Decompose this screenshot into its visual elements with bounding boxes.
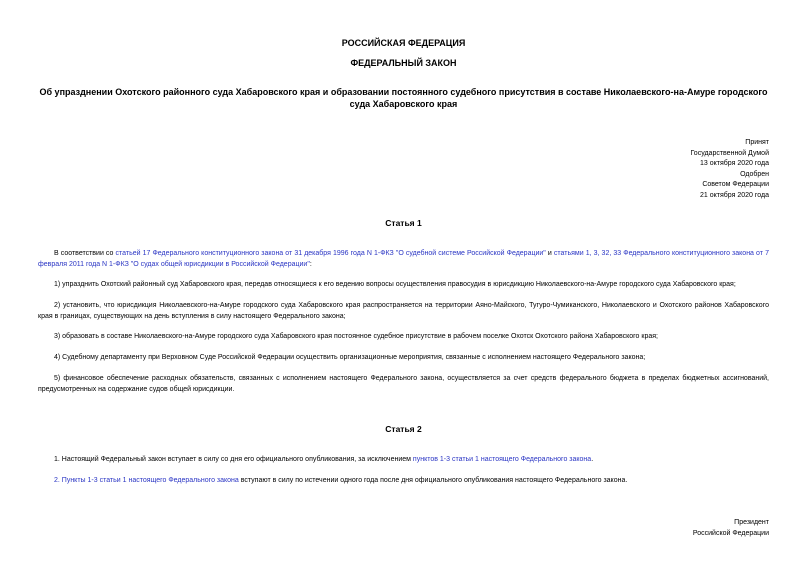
article-1-item-3: 3) образовать в составе Николаевского-на-Амуре городского суда Хабаровского края постоянное судебное присутствие в рабочем поселке Охотск Охотского района Хабаровского края; bbox=[54, 333, 658, 340]
approval-date: 21 октября 2020 года bbox=[700, 191, 769, 199]
article-1-item-4: 4) Судебному департаменту при Верховном Суде Российской Федерации осуществить организационные мероприятия, связанные с исполнением настоящего Федерального закона; bbox=[54, 354, 646, 361]
para-text: . bbox=[591, 456, 594, 463]
law-link-fkz-1996[interactable]: статьей 17 Федерального конституционного закона от 31 декабря 1996 года N 1-ФКЗ "О судебной системе Российской Федерации" bbox=[115, 250, 546, 257]
adoption-block bbox=[690, 138, 769, 202]
law-link-fkz-2011[interactable]: статьями 1, 3, 32, 33 Федерального конституционного закона от 7 февраля 2011 года N 1-ФКЗ "О судах общей юрисдикции в Российской Федерации" bbox=[38, 250, 769, 268]
doc-type-heading: ФЕДЕРАЛЬНЫЙ ЗАКОН bbox=[350, 58, 457, 68]
signature-country: Российской Федерации bbox=[692, 530, 769, 537]
article-2-para-1 bbox=[38, 454, 769, 465]
article-2-heading: Статья 2 bbox=[385, 424, 422, 434]
signature-title: Президент bbox=[734, 519, 769, 526]
adoption-line: Принят bbox=[745, 139, 769, 146]
article-2-para-2 bbox=[38, 475, 769, 486]
para-text: вступают в силу по истечении одного года после дня официального опубликования настоящего Федерального закона. bbox=[238, 477, 628, 484]
article-1-item-2: 2) установить, что юрисдикция Николаевского-на-Амуре городского суда Хабаровского края распространяется на территории Аяно-Майского, Тугуро-Чумиканского, Николаевского и Охотского районов Хабаровского края в границах, существующих на день вступления в силу настоящего Федерального закона; bbox=[38, 302, 769, 320]
intro-text: и bbox=[545, 250, 554, 257]
approval-line: Одобрен bbox=[740, 170, 769, 178]
adoption-date: 13 октября 2020 года bbox=[700, 160, 769, 168]
approval-line: Советом Федерации bbox=[702, 181, 769, 189]
link-article1-points-2[interactable]: 2. Пункты 1-3 статьи 1 настоящего Федерального закона bbox=[54, 477, 239, 484]
intro-text: В соответствии со bbox=[54, 250, 116, 257]
law-title: Об упразднении Охотского районного суда Хабаровского края и образовании постоянного судебного присутствия в составе Николаевского-на-Амуре городского суда Хабаровского края bbox=[39, 87, 768, 109]
article-1-intro bbox=[38, 248, 769, 270]
article-1-heading: Статья 1 bbox=[385, 218, 422, 228]
country-heading: РОССИЙСКАЯ ФЕДЕРАЦИЯ bbox=[341, 38, 466, 48]
para-text: 1. Настоящий Федеральный закон вступает в силу со дня его официального опубликования, за исключением bbox=[54, 456, 413, 463]
article-1-item-1: 1) упразднить Охотский районный суд Хабаровского края, передав относящиеся к его ведению вопросы осуществления правосудия в юрисдикцию Николаевского-на-Амуре городского суда Хабаровского края; bbox=[54, 281, 736, 288]
adoption-line: Государственной Думой bbox=[690, 149, 769, 157]
article-1-item-5: 5) финансовое обеспечение расходных обязательств, связанных с исполнением настоящего Федерального закона, осуществляется за счет средств федерального бюджета в пределах бюджетных ассигнований, предусмотренных на содержание судов общей юрисдикции. bbox=[38, 375, 769, 393]
link-article1-points[interactable]: пунктов 1-3 статьи 1 настоящего Федерального закона bbox=[412, 456, 592, 463]
intro-text: : bbox=[309, 261, 312, 268]
signature-block bbox=[693, 517, 769, 539]
